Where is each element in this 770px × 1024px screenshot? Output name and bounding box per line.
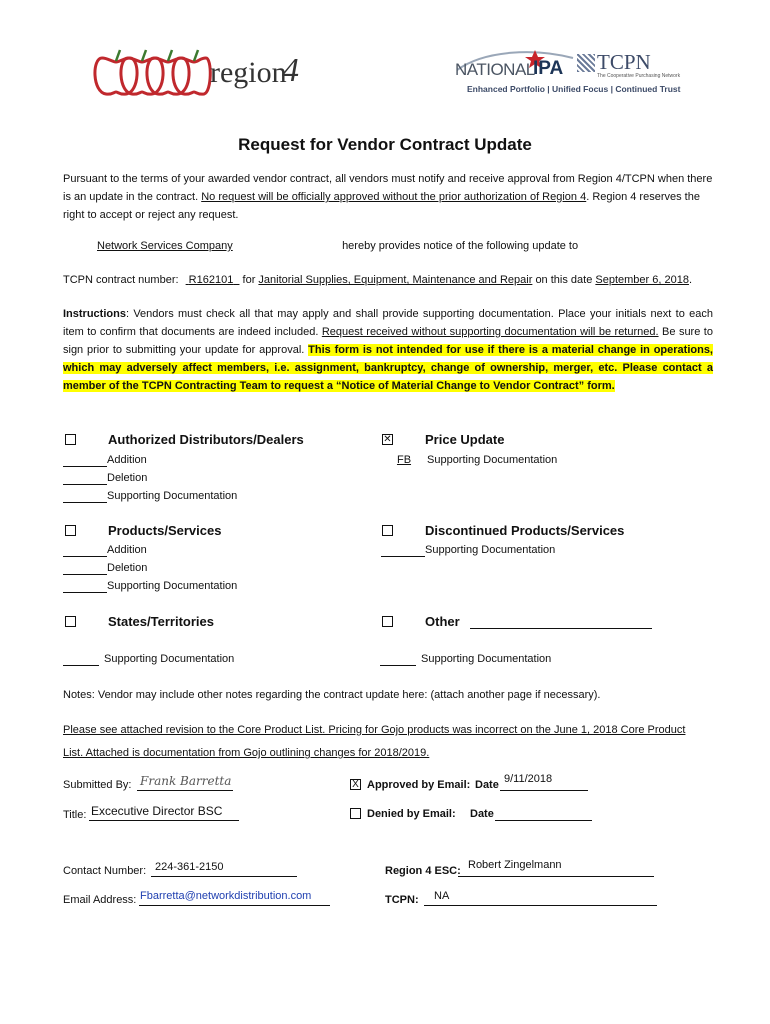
states-checkbox[interactable] xyxy=(65,616,76,627)
tcpn-label: TCPN: xyxy=(385,894,419,906)
states-docs-label: Supporting Documentation xyxy=(104,653,235,665)
company-name-field[interactable]: Network Services Company xyxy=(97,240,233,252)
price-update-title: Price Update xyxy=(425,432,505,447)
authorized-docs-row xyxy=(63,489,237,503)
other-checkbox[interactable] xyxy=(382,616,393,627)
notes-line-1[interactable]: Please see attached revision to the Core Product List. Pricing for Gojo products was incorrect on the June 1, 2018 Core Product xyxy=(63,724,686,736)
denied-label: Denied by Email: xyxy=(367,808,456,820)
submitted-by-field[interactable] xyxy=(137,773,233,791)
contract-number-value: R162101 xyxy=(188,274,234,286)
region4-esc-label: Region 4 ESC: xyxy=(385,865,461,877)
instructions-label: Instructions xyxy=(63,308,126,320)
instructions-text: : Vendors must check all that may apply and shall provide supporting documentation. Place your initials next to each item to confirm that documents are indeed included. xyxy=(63,308,713,338)
intro-paragraph xyxy=(63,170,713,224)
region-logo-number: 4 xyxy=(282,52,299,89)
authorized-title: Authorized Distributors/Dealers xyxy=(108,432,304,447)
title-label: Title: xyxy=(63,809,87,821)
ipa-text: IPA xyxy=(533,58,564,79)
approved-checkbox[interactable]: X xyxy=(350,779,361,790)
contract-period: . xyxy=(688,274,693,286)
region4-esc-field[interactable] xyxy=(458,859,654,877)
initials-blank[interactable] xyxy=(63,491,107,503)
notice-line xyxy=(63,239,578,253)
intro-text: Pursuant to the terms of your awarded vendor contract, all vendors must notify and receive approval from Region 4/TCPN when there is an update in the contract. xyxy=(63,173,713,203)
notes-label: Notes: Vendor may include other notes regarding the contract update here: (attach another page if necessary). xyxy=(63,689,601,701)
email-address-field[interactable] xyxy=(139,889,330,906)
price-docs-label: Supporting Documentation xyxy=(427,454,558,466)
instructions-highlight: This form is not intended for use if there is a material change in operations, which may adversely affect members, i.e. assignment, bankruptcy, change of ownership, merger, etc. Please contact a member of the TCPN Contracting Team to request a “Notice of Material Change to Vendor Contract” form. xyxy=(63,344,713,392)
discontinued-docs-label: Supporting Documentation xyxy=(425,544,556,556)
region-logo-text: region xyxy=(210,56,287,89)
email-address-value: Fbarretta@networkdistribution.com xyxy=(140,890,312,902)
denied-date-label: Date xyxy=(470,808,494,820)
contract-date-label: on this date xyxy=(535,274,593,286)
price-docs-row xyxy=(381,453,557,467)
apples-icon xyxy=(92,44,212,100)
logo-tagline: Enhanced Portfolio | Unified Focus | Continued Trust xyxy=(467,84,681,94)
contract-date-value[interactable]: September 6, 2018 xyxy=(595,274,689,286)
discontinued-docs-row xyxy=(381,543,555,557)
initials-blank[interactable] xyxy=(63,455,107,467)
price-update-checkbox[interactable]: ✕ xyxy=(383,434,392,445)
products-title: Products/Services xyxy=(108,523,222,538)
contact-number-value: 224-361-2150 xyxy=(155,861,224,873)
discontinued-title: Discontinued Products/Services xyxy=(425,523,625,538)
initials-blank[interactable] xyxy=(63,563,107,575)
contract-category: Janitorial Supplies, Equipment, Maintenance and Repair xyxy=(258,274,533,286)
price-initials-field[interactable]: FB xyxy=(396,454,412,466)
approved-date-field[interactable] xyxy=(500,773,588,791)
products-addition-row xyxy=(63,543,147,557)
contract-number-field[interactable] xyxy=(182,274,240,286)
submitted-by-label: Submitted By: xyxy=(63,779,132,791)
initials-blank[interactable] xyxy=(380,654,416,666)
region4-logo xyxy=(92,44,302,100)
products-deletion-label: Deletion xyxy=(107,562,148,574)
nipa-text: NATIONAL xyxy=(455,60,535,79)
contract-number-label: TCPN contract number: xyxy=(63,274,179,286)
nipa-tcpn-logo xyxy=(455,44,685,100)
tcpn-field[interactable] xyxy=(424,889,657,906)
authorized-deletion-label: Deletion xyxy=(107,472,148,484)
tcpn-sub-text: The Cooperative Purchasing Network xyxy=(597,73,681,79)
initials-blank[interactable] xyxy=(63,654,99,666)
authorized-docs-label: Supporting Documentation xyxy=(107,490,238,502)
email-address-label: Email Address: xyxy=(63,894,137,906)
contact-number-label: Contact Number: xyxy=(63,865,147,877)
instructions-underlined: Request received without supporting documentation will be returned. xyxy=(321,326,659,338)
other-text-field[interactable] xyxy=(470,628,652,629)
states-docs-row xyxy=(63,652,234,666)
products-docs-label: Supporting Documentation xyxy=(107,580,238,592)
notice-suffix: hereby provides notice of the following update to xyxy=(342,240,579,252)
instructions-paragraph xyxy=(63,305,713,395)
notes-line-2[interactable]: List. Attached is documentation from Gojo outlining changes for 2018/2019. xyxy=(63,747,430,759)
other-docs-row xyxy=(380,652,551,666)
initials-blank[interactable] xyxy=(63,545,107,557)
approved-date-label: Date xyxy=(475,779,499,791)
instructions-sign-note: Be sure to sign prior to submitting your update for approval. xyxy=(63,326,713,356)
signature: Frank Barretta xyxy=(140,774,232,788)
authorized-addition-label: Addition xyxy=(107,454,147,466)
initials-blank[interactable] xyxy=(63,473,107,485)
denied-checkbox[interactable] xyxy=(350,808,361,819)
intro-text-end: . Region 4 reserves the right to accept or reject any request. xyxy=(63,191,700,221)
initials-blank[interactable] xyxy=(63,581,107,593)
products-checkbox[interactable] xyxy=(65,525,76,536)
intro-underlined-text: No request will be officially approved without the prior authorization of Region 4 xyxy=(201,191,587,203)
authorized-addition-row xyxy=(63,453,147,467)
contract-line xyxy=(63,273,692,287)
tcpn-value: NA xyxy=(434,890,450,902)
title-field[interactable] xyxy=(89,803,239,821)
approved-label: Approved by Email: xyxy=(367,779,471,791)
authorized-deletion-row xyxy=(63,471,147,485)
products-docs-row xyxy=(63,579,237,593)
authorized-checkbox[interactable] xyxy=(65,434,76,445)
products-addition-label: Addition xyxy=(107,544,147,556)
states-title: States/Territories xyxy=(108,614,214,629)
title-value: Excecutive Director BSC xyxy=(91,804,223,818)
tcpn-text: TCPN xyxy=(597,50,651,74)
initials-blank[interactable] xyxy=(381,545,425,557)
other-title: Other xyxy=(425,614,460,629)
contract-for-label: for xyxy=(242,274,256,286)
tcpn-mark-icon xyxy=(577,54,595,72)
other-docs-label: Supporting Documentation xyxy=(421,653,552,665)
approved-date-value: 9/11/2018 xyxy=(504,773,553,785)
page-title: Request for Vendor Contract Update xyxy=(238,135,532,154)
discontinued-checkbox[interactable] xyxy=(382,525,393,536)
contact-number-field[interactable] xyxy=(151,860,297,877)
denied-date-field[interactable] xyxy=(495,820,592,821)
products-deletion-row xyxy=(63,561,147,575)
region4-esc-value: Robert Zingelmann xyxy=(468,859,562,871)
